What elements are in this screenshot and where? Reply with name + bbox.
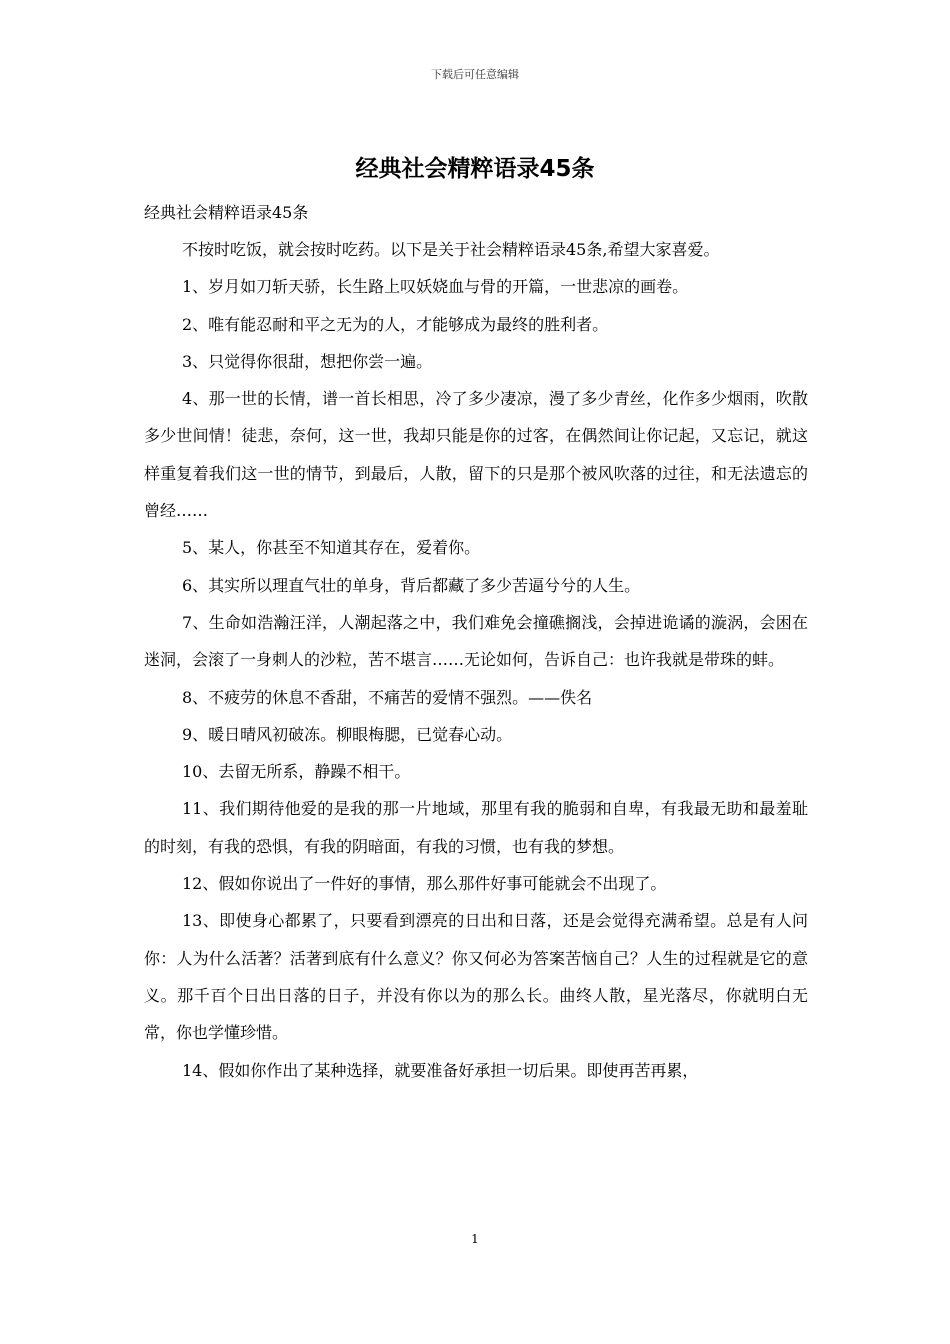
intro-paragraph: 不按时吃饭，就会按时吃药。以下是关于社会精粹语录45条,希望大家喜爱。 (182, 240, 720, 259)
page-number: 1 (471, 1232, 479, 1246)
quote-paragraph-9: 9、暖日晴风初破冻。柳眼梅腮，已觉春心动。 (182, 724, 513, 744)
quote-paragraph-4: 4、那一世的长情，谱一首长相思，冷了多少凄凉，漫了多少青丝，化作多少烟雨，吹散多少世间情！徒悲，奈何，这一世，我却只能是你的过客，在偶然间让你记起，又忘记，就这样重复着我们这一世的情节，到最后，人散，留下的只是那个被风吹落的过往，和无法遗忘的曾经…… (144, 389, 808, 521)
quote-paragraph-11: 11、我们期待他爱的是我的那一片地域，那里有我的脆弱和自卑，有我最无助和最羞耻的时刻，有我的恐惧，有我的阴暗面，有我的习惯，也有我的梦想。 (144, 799, 808, 856)
quote-paragraph-8: 8、不疲劳的休息不香甜，不痛苦的爱情不强烈。——佚名 (182, 687, 593, 707)
quote-paragraph-7: 7、生命如浩瀚汪洋，人潮起落之中，我们难免会撞礁搁浅，会掉进诡谲的漩涡，会困在迷洞，会滚了一身刺人的沙粒，苦不堪言……无论如何，告诉自己：也许我就是带珠的蚌。 (144, 612, 808, 670)
quote-paragraph-5: 5、某人，你甚至不知道其存在，爱着你。 (182, 538, 481, 558)
quote-paragraph-13: 13、即使身心都累了，只要看到漂亮的日出和日落，还是会觉得充满希望。总是有人问你：人为什么活著？活著到底有什么意义？你又何必为答案苦恼自己？人生的过程就是它的意义。那千百个日出日落的日子，并没有你以为的那么长。曲终人散，星光落尽，你就明白无常，你也学懂珍惜。 (144, 911, 808, 1043)
document-title: 经典社会精粹语录45条 (355, 156, 595, 182)
quote-paragraph-3: 3、只觉得你很甜，想把你尝一遍。 (182, 351, 433, 371)
document-body (144, 194, 808, 1089)
quote-paragraph-10: 10、去留无所系，静躁不相干。 (182, 762, 411, 782)
quote-paragraph-1: 1、岁月如刀斩天骄，长生路上叹妖娆血与骨的开篇，一世悲凉的画卷。 (182, 277, 689, 297)
quote-paragraph-6: 6、其实所以理直气壮的单身，背后都藏了多少苦逼兮兮的人生。 (182, 575, 641, 595)
quote-paragraph-2: 2、唯有能忍耐和平之无为的人，才能够成为最终的胜利者。 (182, 314, 609, 334)
header-note: 下载后可任意编辑 (431, 68, 519, 81)
quote-paragraph-12: 12、假如你说出了一件好的事情，那么那件好事可能就会不出现了。 (182, 874, 667, 894)
quote-paragraph-14: 14、假如你作出了某种选择，就要准备好承担一切后果。即使再苦再累， (182, 1060, 699, 1080)
document-subtitle: 经典社会精粹语录45条 (144, 203, 309, 222)
